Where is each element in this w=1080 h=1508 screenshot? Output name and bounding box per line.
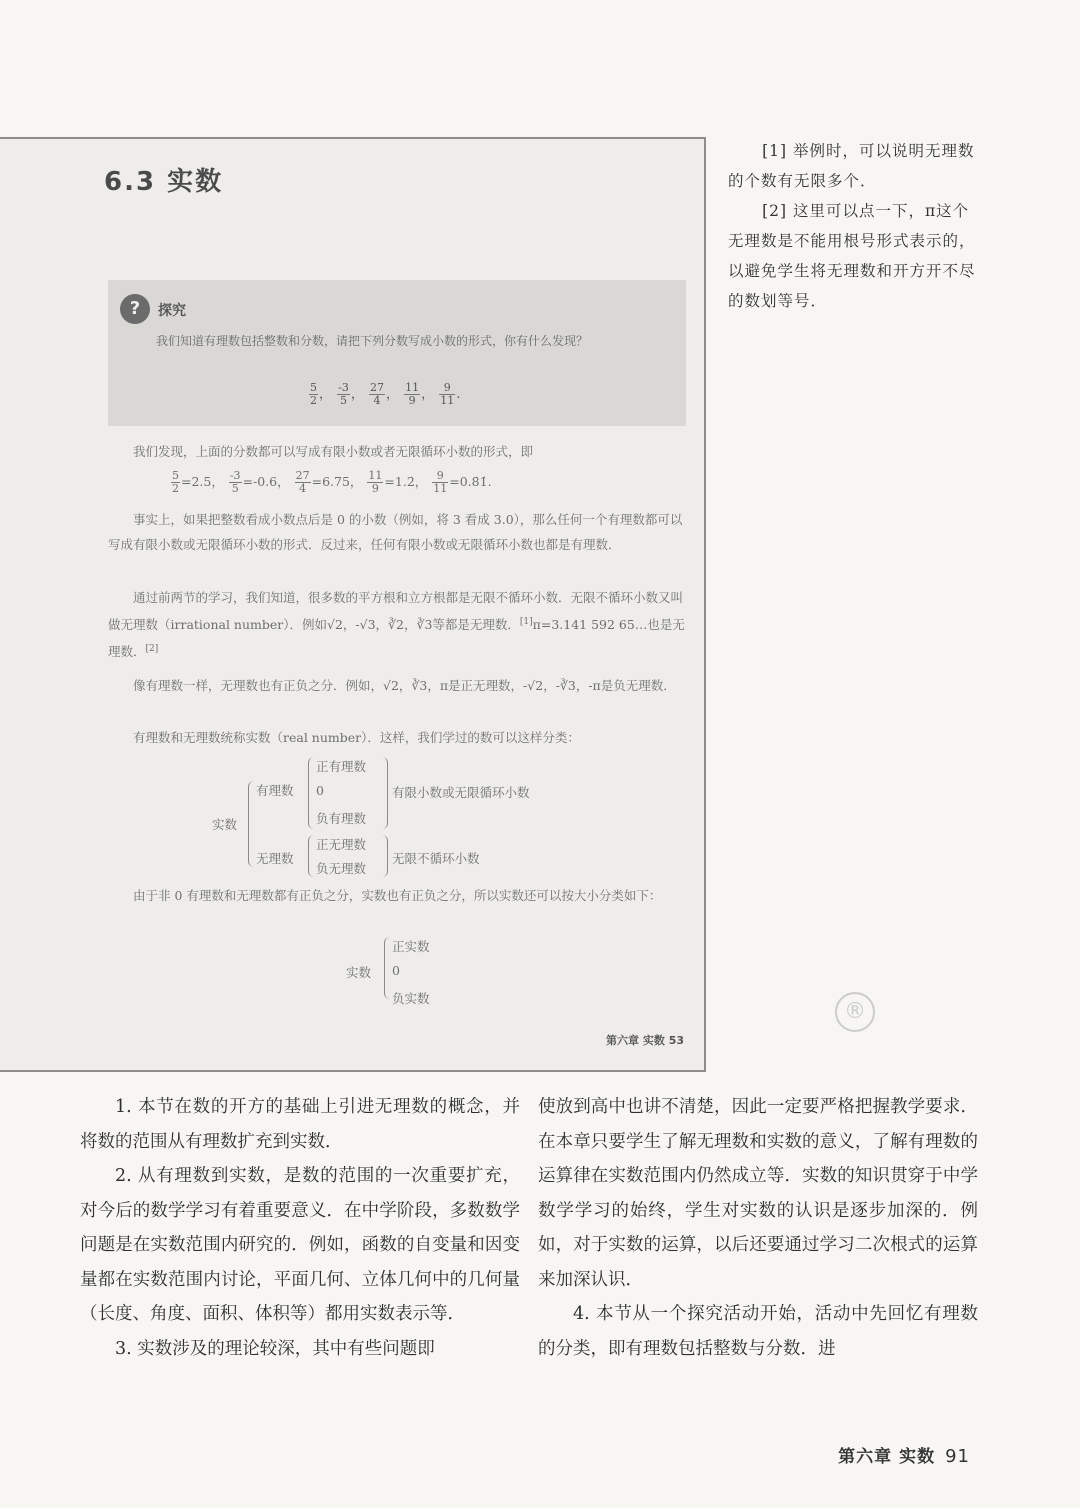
para-5: 有理数和无理数统称实数（real number）．这样，我们学过的数可以这样分类： — [133, 730, 580, 745]
para-6: 由于非 0 有理数和无理数都有正负之分，实数也有正负之分，所以实数还可以按大小分类如下： — [133, 888, 662, 903]
explore-label: 探究 — [158, 303, 186, 319]
guide-point-3-cont: 使放到高中也讲不清楚，因此一定要严格把握教学要求．在本章只要学生了解无理数和实数的意义，了解有理数的运算律在实数范围内仍然成立等．实数的知识贯穿于中学数学学习的始终，学生对实数的认识是逐步加深的．例如，对于实数的运算，以后还要通过学习二次根式的运算来加深认识． — [538, 1097, 978, 1290]
guide-point-3: 3. 实数涉及的理论较深，其中有些问题即 — [115, 1338, 435, 1359]
fraction: $\frac{-3}{5}$ — [338, 381, 349, 407]
page-footer — [838, 1442, 970, 1467]
right-column — [538, 1090, 978, 1366]
decimal-equations: $\frac{5}{2}$ =2.5， $\frac{-3}{5}$ =-0.6， $\frac{27}{4}$ =6.75， $\frac{11}{9}$ =1.2̇， $\frac{9}{11}$ =0.8̇1̇. — [172, 469, 492, 495]
explore-box — [108, 280, 686, 426]
margin-notes — [728, 136, 980, 316]
explore-text: 我们知道有理数包括整数和分数，请把下列分数写成小数的形式，你有什么发现？ — [156, 334, 589, 348]
para-1: 我们发现，上面的分数都可以写成有限小数或者无限循环小数的形式，即 — [133, 444, 534, 459]
note-2: [2] 这里可以点一下，π这个无理数是不能用根号形式表示的，以避免学生将无理数和开方开不尽的数划等号． — [728, 202, 976, 310]
embedded-page-footer: 第六章 实数 53 — [606, 1034, 684, 1047]
fraction: $\frac{9}{11}$ — [440, 381, 455, 407]
para-2: 事实上，如果把整数看成小数点后是 0 的小数（例如，将 3 看成 3.0），那么任何一个有理数都可以写成有限小数或无限循环小数的形式．反过来，任何有限小数或无限循环小数也都是有理数． — [108, 512, 683, 552]
para-3: 通过前两节的学习，我们知道，很多数的平方根和立方根都是无限不循环小数．无限不循环小数又叫做无理数（irrational number）．例如√2，-√3，∛2，∛3等都是无理数．[1]π=3.141 592 65…也是无理数．[2] — [108, 590, 685, 660]
embedded-textbook-page: 6.3 实数 ? 探究 我们知道有理数包括整数和分数，请把下列分数写成小数的形式，你有什么发现？ $\frac{5}{2}$ ， $\frac{-3}{5}$ ， $\frac{27}{4}$ ， $\frac{11}{9}$ ， $\frac{9}{11}$ . 我们发现，上面的分数都可以写成有限小数或者无限循环小数的形式，即 $\frac{5}{2}$ =2.5， $\frac{-3}{5}$ =-0.6， $\frac{27}{4}$ =6.75， $\frac{11}{9}$ =1.2̇， $\frac{9}{11}$ =0.8̇1̇. 事实上，如果把整数看成小数点后是 0 的小数（例如，将 3 看成 3.0），那么任何一个有理数都可以写成有限小数或无限循环小数的形式．反过来，任何有限小数或无限循环小数也都是有理数． 通过前两节的学习，我们知道，很多数的平方根和立方根都是无限不循环小数．无限不循环小数又叫做无理数（irrational number）．例如√2，-√3，∛2，∛3等都是无理数．[1]π=3.141 592 65…也是无理数．[2] 像有理数一样，无理数也有正负之分．例如，√2，∛3，π是正无理数，-√2，-∛3，-π是负无理数． 有理数和无理数统称实数（real number）．这样，我们学过的数可以这样分类： 实数 有理数 正有理数 0 负有理数 有限小数或无限循环小数 无理数 正无理数 负无理数 无限不循环小数 由于非 0 有理数和无理数都有正负之分，实数也有正负之分，所以实数还可以按大小分类如下： 实数 正实数 0 负实数 第六章 实数 53 — [0, 137, 706, 1072]
section-title: 6.3 实数 — [104, 167, 224, 197]
guide-point-4: 4. 本节从一个探究活动开始，活动中先回忆有理数的分类，即有理数包括整数与分数．进 — [538, 1304, 978, 1359]
guide-point-2: 2. 从有理数到实数，是数的范围的一次重要扩充，对今后的数学学习有着重要意义．在中学阶段，多数数学问题是在实数范围内研究的．例如，函数的自变量和因变量都在实数范围内讨论，平面几何、立体几何中的几何量（长度、角度、面积、体积等）都用实数表示等． — [80, 1166, 520, 1324]
fraction: $\frac{5}{2}$ — [310, 381, 317, 407]
fraction: $\frac{11}{9}$ — [405, 381, 420, 407]
para-4: 像有理数一样，无理数也有正负之分．例如，√2，∛3，π是正无理数，-√2，-∛3，-π是负无理数． — [133, 678, 676, 693]
registered-watermark: ® — [835, 992, 875, 1032]
page-number: 91 — [945, 1446, 970, 1467]
guide-point-1: 1. 本节在数的开方的基础上引进无理数的概念，并将数的范围从有理数扩充到实数． — [80, 1097, 520, 1152]
note-1: [1] 举例时，可以说明无理数的个数有无限多个． — [728, 142, 975, 190]
fraction: $\frac{27}{4}$ — [370, 381, 384, 407]
chapter-label: 第六章 实数 — [838, 1447, 936, 1467]
fraction-list: $\frac{5}{2}$ ， $\frac{-3}{5}$ ， $\frac{27}{4}$ ， $\frac{11}{9}$ ， $\frac{9}{11}$ . — [310, 381, 461, 407]
explore-icon: ? — [120, 294, 150, 324]
left-column — [80, 1090, 520, 1366]
